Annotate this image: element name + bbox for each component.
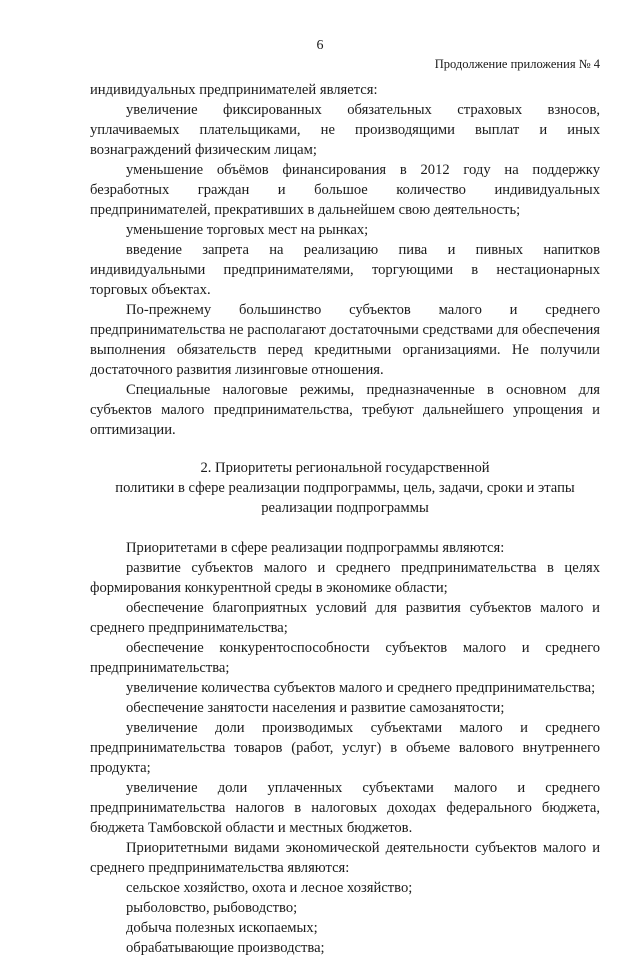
list-item: обрабатывающие производства; — [126, 940, 325, 956]
paragraph: Приоритетными видами экономической деятельности субъектов малого и среднего предпринимательства являются: — [90, 840, 600, 876]
paragraph: Специальные налоговые режимы, предназначенные в основном для субъектов малого предпринимательства, требуют дальнейшего упрощения и оптимизации. — [90, 382, 600, 438]
paragraph: введение запрета на реализацию пива и пивных напитков индивидуальными предпринимателями, торгующими в нестационарных торговых объектах. — [90, 242, 600, 298]
paragraph: увеличение количества субъектов малого и среднего предпринимательства; — [126, 680, 596, 696]
paragraph: развитие субъектов малого и среднего предпринимательства в целях формирования конкурентной среды в экономике области; — [90, 560, 600, 596]
paragraph: По-прежнему большинство субъектов малого и среднего предпринимательства не располагают достаточными средствами для обеспечения выполнения обязательств перед кредитными организациями. Не получили достаточного развития лизинговые отношения. — [90, 302, 600, 378]
paragraph: обеспечение благоприятных условий для развития субъектов малого и среднего предпринимательства; — [90, 600, 600, 636]
paragraph: увеличение доли уплаченных субъектами малого и среднего предпринимательства налогов в налоговых доходах федерального бюджета, бюджета Тамбовской области и местных бюджетов. — [90, 780, 600, 836]
section-heading-line: 2. Приоритеты региональной государственной — [200, 460, 490, 476]
document-body — [90, 80, 600, 958]
paragraph: обеспечение конкурентоспособности субъектов малого и среднего предпринимательства; — [90, 640, 600, 676]
list-item: сельское хозяйство, охота и лесное хозяйство; — [126, 880, 413, 896]
list-item: добыча полезных ископаемых; — [126, 920, 318, 936]
appendix-note: Продолжение приложения № 4 — [434, 57, 600, 71]
list-item: рыболовство, рыбоводство; — [126, 900, 298, 916]
paragraph: обеспечение занятости населения и развитие самозанятости; — [126, 700, 505, 716]
section-heading-line: реализации подпрограммы — [261, 500, 429, 516]
paragraph: увеличение фиксированных обязательных страховых взносов, уплачиваемых плательщиками, не производящими выплат и иных вознаграждений физическим лицам; — [90, 102, 600, 158]
paragraph: увеличение доли производимых субъектами малого и среднего предпринимательства товаров (работ, услуг) в объеме валового внутреннего продукта; — [90, 720, 600, 776]
section-heading-line: политики в сфере реализации подпрограммы, цель, задачи, сроки и этапы — [115, 480, 575, 496]
paragraph: уменьшение объёмов финансирования в 2012 году на поддержку безработных граждан и большое количество индивидуальных предпринимателей, прекративших в дальнейшем свою деятельность; — [90, 162, 600, 218]
paragraph: Приоритетами в сфере реализации подпрограммы являются: — [126, 540, 505, 556]
page-number: 6 — [316, 38, 324, 53]
paragraph: индивидуальных предпринимателей является: — [90, 82, 378, 98]
paragraph: уменьшение торговых мест на рынках; — [126, 222, 369, 238]
section-heading — [90, 458, 600, 518]
